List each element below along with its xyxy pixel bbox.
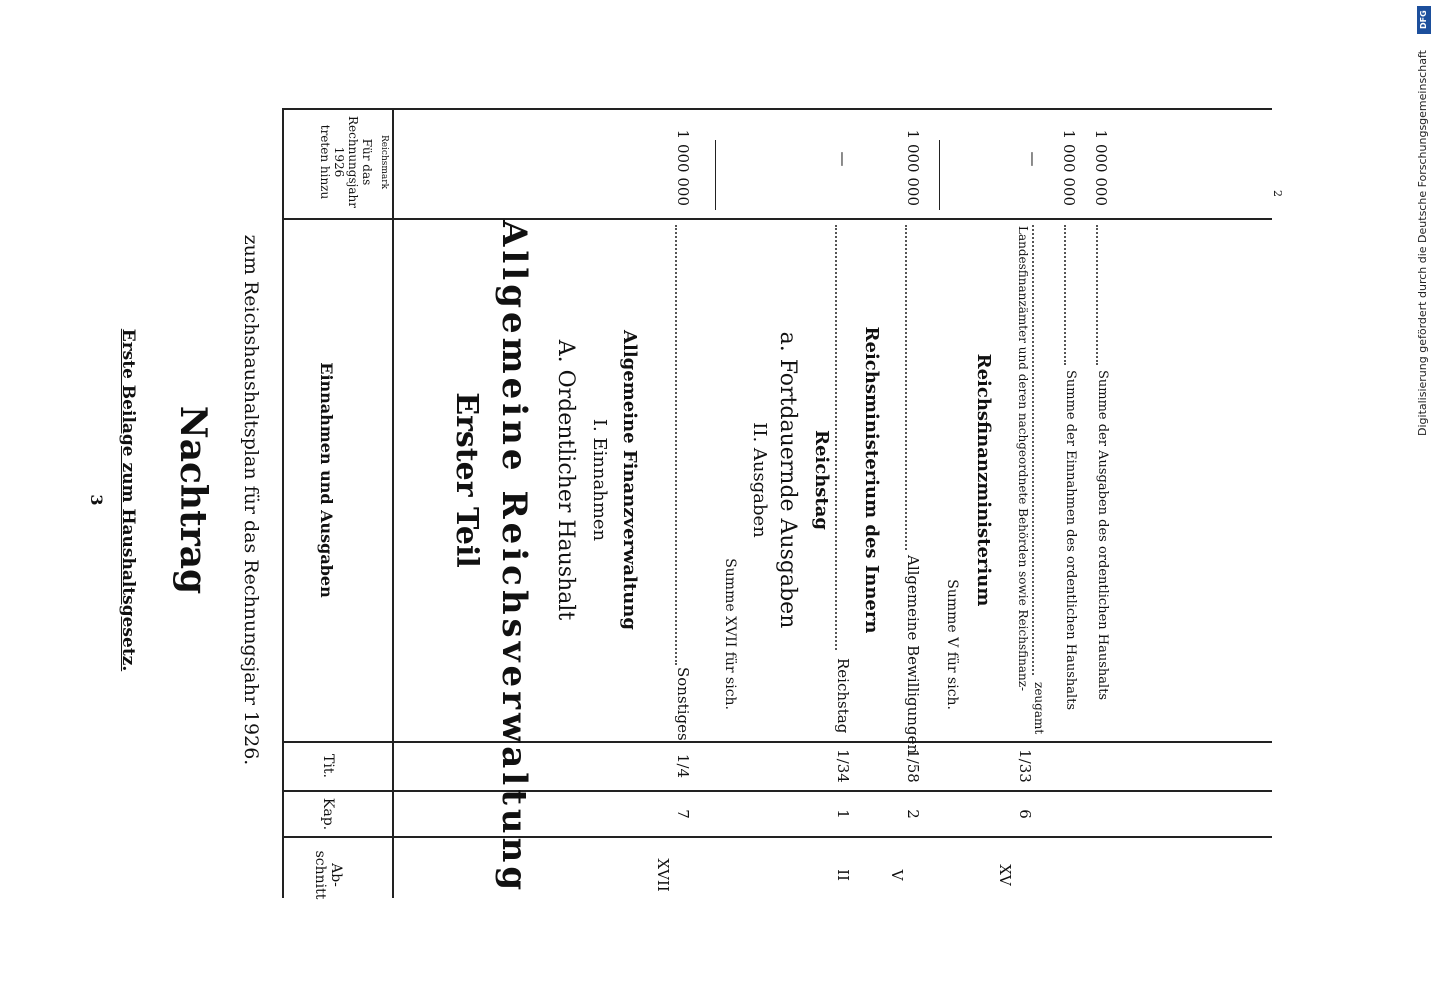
desc-column-rule-left (284, 218, 1272, 220)
page-number: 3 (87, 494, 106, 506)
col-tit-header: Tit. (320, 754, 336, 778)
summe-xvii: Summe XVII für sich. (722, 558, 738, 710)
row-bewilligungen-abschnitt: V (888, 869, 906, 881)
kap-column-rule (284, 790, 1272, 792)
finanzministerium-heading: Reichsfinanzministerium (973, 353, 994, 607)
summe-einnahmen-amount: 1 000 000 (1060, 129, 1078, 206)
row-landes-abschnitt: XV (996, 864, 1014, 886)
table-header-rule (392, 108, 394, 898)
row-reichstag-abschnitt: II (834, 869, 852, 881)
row-bewilligungen-leader (905, 225, 907, 550)
tit-column-rule (284, 741, 1272, 743)
row-reichstag-leader (835, 225, 837, 650)
subtotal-rule (715, 140, 716, 210)
row-landes-tit: 1/33 (1016, 749, 1034, 783)
summe-ausgaben-amount: 1 000 000 (1092, 129, 1110, 206)
row-sonstiges-abschnitt: XVII (654, 858, 672, 892)
row-landes-label-line2: zeugamt (1032, 682, 1046, 735)
ausgaben-heading: II. Ausgaben (749, 422, 770, 538)
row-sonstiges-kap: 7 (674, 809, 692, 819)
col-desc-header: Einnahmen und Ausgaben (317, 362, 336, 598)
row-reichstag-kap: 1 (834, 809, 852, 819)
row-sonstiges-label: Sonstiges (674, 667, 692, 741)
supplement-heading: Erste Beilage zum Haushaltsgesetz. (118, 328, 138, 672)
document-title: Nachtrag (172, 405, 214, 595)
finanzverwaltung-heading: Allgemeine Finanzverwaltung (619, 330, 640, 630)
row-bewilligungen-label: Allgemeine Bewilligungen (904, 555, 922, 755)
col-kap-header: Kap. (320, 797, 336, 831)
subtotal-rule-2 (939, 140, 940, 210)
summe-v: Summe V für sich. (944, 579, 960, 710)
amount-column-rule (284, 108, 1272, 110)
abschnitt-column-rule (284, 836, 1272, 838)
row-landes-kap: 6 (1016, 809, 1034, 819)
row-bewilligungen-kap: 2 (904, 809, 922, 819)
row-bewilligungen-amount: 1 000 000 (904, 129, 922, 206)
fortdauernde-heading: a. Fortdauernde Ausgaben (775, 331, 800, 629)
row-reichstag-amount: — (834, 151, 852, 167)
part-title: Erster Teil (449, 392, 484, 568)
col-amount-unit: Reichsmark (379, 134, 389, 190)
summe-ausgaben-label: Summe der Ausgaben des ordentlichen Haushalts (1095, 370, 1110, 701)
summe-einnahmen-leader (1064, 225, 1066, 365)
document-subtitle: zum Reichshaushaltsplan für das Rechnungsjahr 1926. (240, 234, 262, 766)
row-bewilligungen-tit: 1/58 (904, 749, 922, 783)
part-subtitle: Allgemeine Reichsverwaltung (494, 220, 534, 895)
innern-heading: Reichsministerium des Innern (861, 326, 882, 634)
dfg-watermark (1416, 6, 1432, 996)
row-sonstiges-tit: 1/4 (674, 753, 692, 779)
summe-einnahmen-label: Summe der Einnahmen des ordentlichen Haushalts (1063, 370, 1078, 711)
row-sonstiges-amount: 1 000 000 (674, 129, 692, 206)
footer-mark: 2 (1271, 190, 1284, 197)
row-landes-label-line1: Landesfinanzämter und deren nachgeordnete Behörden sowie Reichsfinanz- (1016, 226, 1030, 692)
row-landes-leader (1032, 225, 1034, 675)
watermark-text: Digitalisierung gefördert durch die Deutsche Forschungsgemeinschaft (1416, 50, 1429, 436)
dfg-logo: DFG (1417, 6, 1431, 34)
einnahmen-heading: I. Einnahmen (589, 418, 610, 542)
row-reichstag-tit: 1/34 (834, 749, 852, 783)
col-amount-header: Für das Rechnungsjahr 1926 treten hinzu (318, 116, 374, 208)
summe-ausgaben-leader (1096, 225, 1098, 365)
reichstag-heading: Reichstag (811, 430, 832, 530)
row-reichstag-label: Reichstag (834, 658, 852, 734)
row-landes-amount: — (1024, 151, 1042, 167)
section-ordentlicher-haushalt: A. Ordentlicher Haushalt (553, 339, 578, 621)
col-abschnitt-header: Ab- schnitt (312, 850, 344, 900)
table-top-rule (282, 108, 284, 898)
row-sonstiges-leader (675, 225, 677, 665)
